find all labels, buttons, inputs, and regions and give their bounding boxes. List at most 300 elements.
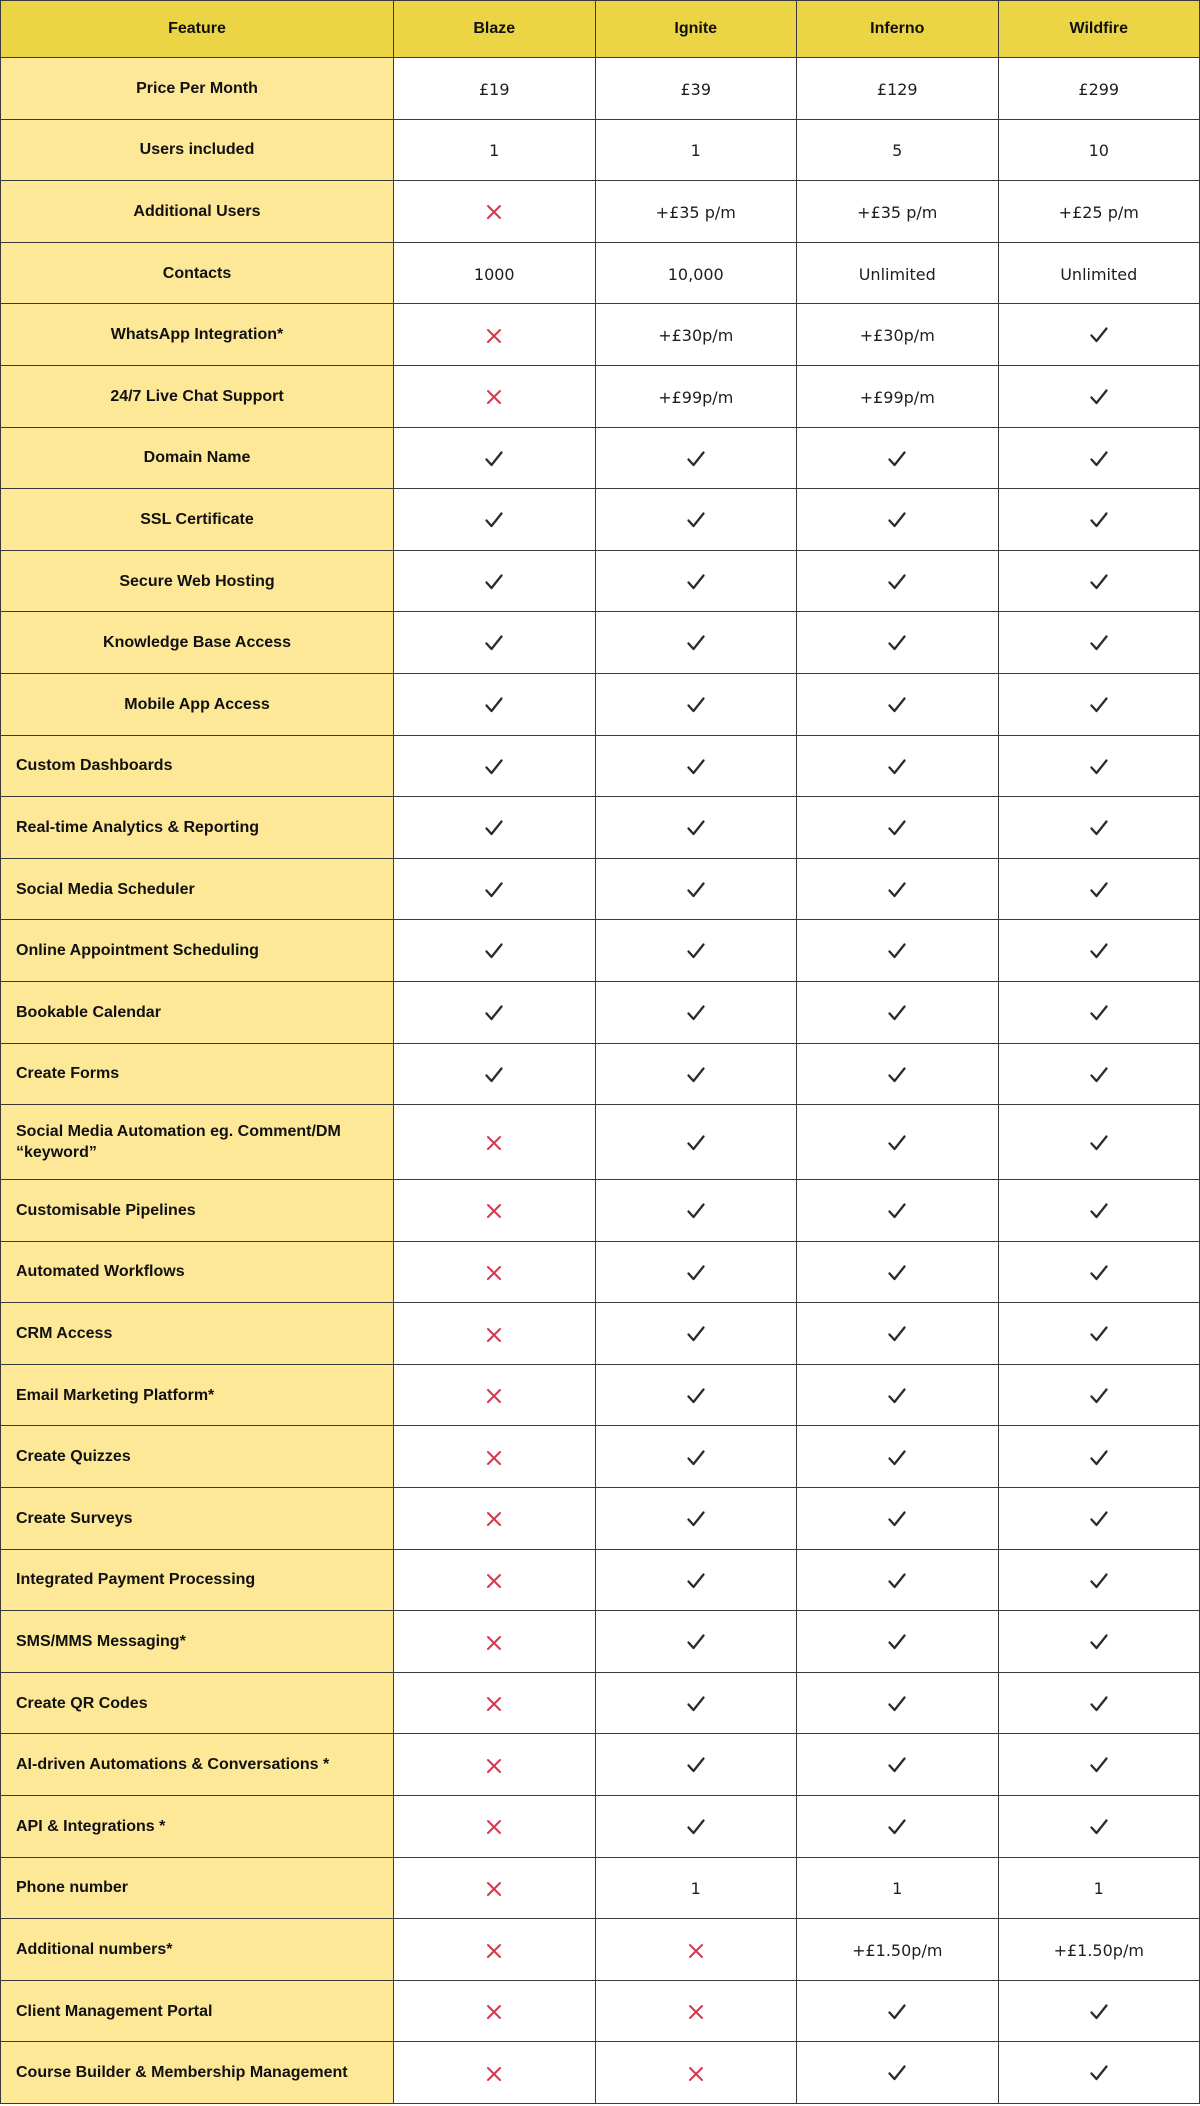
plan-cell-ignite — [595, 1364, 797, 1426]
checkmark-icon — [484, 696, 504, 714]
checkmark-icon — [484, 819, 504, 837]
feature-name: Email Marketing Platform* — [1, 1364, 394, 1426]
feature-name: Social Media Scheduler — [1, 858, 394, 920]
plan-value-ignite: +£99p/m — [595, 365, 797, 427]
table-row — [1, 981, 1200, 1043]
cross-icon — [486, 1265, 502, 1281]
plan-value-ignite: +£35 p/m — [595, 181, 797, 243]
checkmark-icon — [484, 511, 504, 529]
plan-value-wildfire: +£1.50p/m — [998, 1919, 1200, 1981]
plan-header-blaze: Blaze — [394, 1, 596, 58]
checkmark-icon — [484, 1004, 504, 1022]
checkmark-icon — [686, 1695, 706, 1713]
feature-name: Mobile App Access — [1, 673, 394, 735]
plan-cell-ignite — [595, 550, 797, 612]
plan-cell-inferno — [797, 612, 999, 674]
plan-cell-ignite — [595, 1611, 797, 1673]
checkmark-icon — [1089, 573, 1109, 591]
plan-cell-inferno — [797, 1303, 999, 1365]
feature-name: Client Management Portal — [1, 1980, 394, 2042]
feature-name: Automated Workflows — [1, 1241, 394, 1303]
table-row — [1, 1105, 1200, 1180]
table-row — [1, 797, 1200, 859]
plan-cell-wildfire — [998, 1672, 1200, 1734]
checkmark-icon — [1089, 1264, 1109, 1282]
plan-cell-blaze — [394, 1549, 596, 1611]
plan-cell-ignite — [595, 920, 797, 982]
checkmark-icon — [887, 942, 907, 960]
checkmark-icon — [1089, 450, 1109, 468]
checkmark-icon — [887, 1264, 907, 1282]
feature-name: Price Per Month — [1, 58, 394, 120]
checkmark-icon — [887, 1066, 907, 1084]
plan-cell-ignite — [595, 1980, 797, 2042]
checkmark-icon — [686, 1818, 706, 1836]
feature-name: Create Surveys — [1, 1488, 394, 1550]
checkmark-icon — [887, 1695, 907, 1713]
feature-name: 24/7 Live Chat Support — [1, 365, 394, 427]
checkmark-icon — [686, 819, 706, 837]
plan-cell-blaze — [394, 1919, 596, 1981]
checkmark-icon — [686, 573, 706, 591]
checkmark-icon — [1089, 388, 1109, 406]
table-row — [1, 920, 1200, 982]
plan-cell-ignite — [595, 1549, 797, 1611]
table-row — [1, 1672, 1200, 1734]
plan-cell-wildfire — [998, 1105, 1200, 1180]
plan-cell-ignite — [595, 1241, 797, 1303]
checkmark-icon — [887, 1449, 907, 1467]
feature-name: Custom Dashboards — [1, 735, 394, 797]
plan-cell-blaze — [394, 1043, 596, 1105]
plan-cell-inferno — [797, 1549, 999, 1611]
checkmark-icon — [686, 1325, 706, 1343]
table-row — [1, 1180, 1200, 1242]
plan-cell-wildfire — [998, 1180, 1200, 1242]
checkmark-icon — [887, 1818, 907, 1836]
plan-cell-inferno — [797, 673, 999, 735]
table-row — [1, 1488, 1200, 1550]
plan-cell-inferno — [797, 1105, 999, 1180]
feature-name: Knowledge Base Access — [1, 612, 394, 674]
checkmark-icon — [887, 1572, 907, 1590]
plan-cell-wildfire — [998, 1043, 1200, 1105]
checkmark-icon — [484, 634, 504, 652]
checkmark-icon — [686, 1449, 706, 1467]
cross-icon — [486, 1511, 502, 1527]
plan-value-inferno: +£99p/m — [797, 365, 999, 427]
plan-cell-inferno — [797, 735, 999, 797]
plan-cell-inferno — [797, 920, 999, 982]
table-row — [1, 735, 1200, 797]
plan-cell-wildfire — [998, 1549, 1200, 1611]
feature-name: SSL Certificate — [1, 489, 394, 551]
cross-icon — [486, 204, 502, 220]
checkmark-icon — [887, 696, 907, 714]
cross-icon — [486, 2066, 502, 2082]
plan-cell-ignite — [595, 1488, 797, 1550]
checkmark-icon — [686, 942, 706, 960]
plan-cell-ignite — [595, 673, 797, 735]
plan-cell-wildfire — [998, 1796, 1200, 1858]
checkmark-icon — [686, 1510, 706, 1528]
cross-icon — [486, 1388, 502, 1404]
plan-cell-blaze — [394, 1672, 596, 1734]
plan-cell-wildfire — [998, 550, 1200, 612]
plan-cell-wildfire — [998, 1241, 1200, 1303]
cross-icon — [486, 1327, 502, 1343]
checkmark-icon — [887, 1134, 907, 1152]
plan-cell-blaze — [394, 304, 596, 366]
table-row — [1, 1734, 1200, 1796]
feature-name: Course Builder & Membership Management — [1, 2042, 394, 2104]
plan-cell-inferno — [797, 2042, 999, 2104]
plan-value-ignite: 1 — [595, 1857, 797, 1919]
table-row — [1, 1980, 1200, 2042]
checkmark-icon — [1089, 696, 1109, 714]
checkmark-icon — [686, 1572, 706, 1590]
checkmark-icon — [887, 634, 907, 652]
table-row — [1, 1426, 1200, 1488]
plan-value-wildfire: £299 — [998, 58, 1200, 120]
table-row — [1, 1303, 1200, 1365]
plan-cell-blaze — [394, 612, 596, 674]
cross-icon — [486, 1135, 502, 1151]
checkmark-icon — [1089, 942, 1109, 960]
plan-value-inferno: 5 — [797, 119, 999, 181]
feature-name: Additional Users — [1, 181, 394, 243]
plan-cell-ignite — [595, 1303, 797, 1365]
feature-name: API & Integrations * — [1, 1796, 394, 1858]
feature-name: CRM Access — [1, 1303, 394, 1365]
checkmark-icon — [887, 819, 907, 837]
feature-name: Create Quizzes — [1, 1426, 394, 1488]
plan-cell-wildfire — [998, 427, 1200, 489]
checkmark-icon — [1089, 881, 1109, 899]
table-row — [1, 1241, 1200, 1303]
plan-cell-blaze — [394, 1241, 596, 1303]
table-row — [1, 242, 1200, 304]
checkmark-icon — [686, 634, 706, 652]
cross-icon — [688, 2066, 704, 2082]
table-row — [1, 1043, 1200, 1105]
plan-cell-wildfire — [998, 1611, 1200, 1673]
checkmark-icon — [887, 450, 907, 468]
checkmark-icon — [1089, 758, 1109, 776]
checkmark-icon — [686, 1756, 706, 1774]
plan-cell-inferno — [797, 1796, 999, 1858]
cross-icon — [486, 1819, 502, 1835]
checkmark-icon — [484, 881, 504, 899]
checkmark-icon — [686, 450, 706, 468]
plan-cell-wildfire — [998, 735, 1200, 797]
plan-cell-blaze — [394, 920, 596, 982]
plan-cell-wildfire — [998, 920, 1200, 982]
table-row — [1, 858, 1200, 920]
plan-cell-ignite — [595, 797, 797, 859]
plan-value-inferno: +£30p/m — [797, 304, 999, 366]
checkmark-icon — [1089, 1572, 1109, 1590]
plan-value-inferno: +£35 p/m — [797, 181, 999, 243]
cross-icon — [486, 389, 502, 405]
feature-name: SMS/MMS Messaging* — [1, 1611, 394, 1673]
checkmark-icon — [1089, 1387, 1109, 1405]
plan-cell-inferno — [797, 858, 999, 920]
plan-cell-inferno — [797, 550, 999, 612]
cross-icon — [486, 1573, 502, 1589]
checkmark-icon — [887, 881, 907, 899]
checkmark-icon — [887, 1510, 907, 1528]
plan-header-ignite: Ignite — [595, 1, 797, 58]
cross-icon — [486, 1758, 502, 1774]
checkmark-icon — [1089, 2064, 1109, 2082]
checkmark-icon — [1089, 1066, 1109, 1084]
plan-cell-wildfire — [998, 673, 1200, 735]
plan-cell-inferno — [797, 1488, 999, 1550]
plan-cell-wildfire — [998, 1488, 1200, 1550]
plan-cell-inferno — [797, 797, 999, 859]
plan-cell-ignite — [595, 1734, 797, 1796]
table-row — [1, 427, 1200, 489]
table-row — [1, 550, 1200, 612]
plan-cell-blaze — [394, 1105, 596, 1180]
checkmark-icon — [686, 1202, 706, 1220]
checkmark-icon — [887, 511, 907, 529]
checkmark-icon — [686, 1066, 706, 1084]
plan-header-wildfire: Wildfire — [998, 1, 1200, 58]
plan-cell-inferno — [797, 1241, 999, 1303]
cross-icon — [486, 328, 502, 344]
plan-cell-ignite — [595, 1672, 797, 1734]
cross-icon — [486, 2004, 502, 2020]
checkmark-icon — [887, 758, 907, 776]
feature-name: Real-time Analytics & Reporting — [1, 797, 394, 859]
plan-cell-ignite — [595, 1426, 797, 1488]
cross-icon — [486, 1450, 502, 1466]
plan-cell-blaze — [394, 1857, 596, 1919]
checkmark-icon — [887, 1756, 907, 1774]
plan-cell-inferno — [797, 1672, 999, 1734]
plan-cell-inferno — [797, 981, 999, 1043]
checkmark-icon — [1089, 1756, 1109, 1774]
plan-cell-ignite — [595, 858, 797, 920]
cross-icon — [486, 1203, 502, 1219]
feature-name: Online Appointment Scheduling — [1, 920, 394, 982]
plan-cell-inferno — [797, 1426, 999, 1488]
plan-cell-inferno — [797, 1364, 999, 1426]
checkmark-icon — [1089, 1134, 1109, 1152]
plan-value-ignite: 1 — [595, 119, 797, 181]
table-row — [1, 612, 1200, 674]
plan-cell-blaze — [394, 181, 596, 243]
plan-value-inferno: +£1.50p/m — [797, 1919, 999, 1981]
checkmark-icon — [484, 573, 504, 591]
plan-value-inferno: 1 — [797, 1857, 999, 1919]
plan-cell-ignite — [595, 612, 797, 674]
plan-value-wildfire: 10 — [998, 119, 1200, 181]
plan-cell-wildfire — [998, 2042, 1200, 2104]
plan-cell-wildfire — [998, 981, 1200, 1043]
plan-cell-wildfire — [998, 1980, 1200, 2042]
plan-cell-ignite — [595, 1919, 797, 1981]
plan-cell-blaze — [394, 1180, 596, 1242]
checkmark-icon — [887, 573, 907, 591]
feature-name: Integrated Payment Processing — [1, 1549, 394, 1611]
plan-cell-wildfire — [998, 797, 1200, 859]
checkmark-icon — [686, 1633, 706, 1651]
plan-cell-wildfire — [998, 858, 1200, 920]
checkmark-icon — [887, 1004, 907, 1022]
feature-column-header: Feature — [1, 1, 394, 58]
plan-cell-inferno — [797, 1180, 999, 1242]
checkmark-icon — [1089, 2003, 1109, 2021]
plan-cell-wildfire — [998, 1734, 1200, 1796]
table-row — [1, 365, 1200, 427]
checkmark-icon — [1089, 819, 1109, 837]
plan-cell-ignite — [595, 735, 797, 797]
checkmark-icon — [686, 696, 706, 714]
checkmark-icon — [887, 1633, 907, 1651]
plan-cell-blaze — [394, 1796, 596, 1858]
plan-cell-wildfire — [998, 489, 1200, 551]
feature-name: Users included — [1, 119, 394, 181]
plan-cell-blaze — [394, 1426, 596, 1488]
header-row — [1, 1, 1200, 58]
plan-cell-ignite — [595, 489, 797, 551]
checkmark-icon — [887, 2003, 907, 2021]
plan-value-wildfire: 1 — [998, 1857, 1200, 1919]
plan-value-blaze: £19 — [394, 58, 596, 120]
plan-cell-blaze — [394, 550, 596, 612]
plan-cell-blaze — [394, 1364, 596, 1426]
plan-cell-inferno — [797, 427, 999, 489]
plan-value-inferno: £129 — [797, 58, 999, 120]
plan-header-inferno: Inferno — [797, 1, 999, 58]
plan-cell-inferno — [797, 1734, 999, 1796]
plan-value-ignite: +£30p/m — [595, 304, 797, 366]
plan-cell-blaze — [394, 797, 596, 859]
checkmark-icon — [484, 450, 504, 468]
cross-icon — [486, 1635, 502, 1651]
feature-name: Secure Web Hosting — [1, 550, 394, 612]
table-row — [1, 1919, 1200, 1981]
table-body — [1, 58, 1200, 2104]
plan-cell-blaze — [394, 2042, 596, 2104]
table-row — [1, 304, 1200, 366]
plan-cell-blaze — [394, 858, 596, 920]
table-row — [1, 1796, 1200, 1858]
feature-name: Contacts — [1, 242, 394, 304]
feature-name: Phone number — [1, 1857, 394, 1919]
checkmark-icon — [1089, 326, 1109, 344]
table-row — [1, 58, 1200, 120]
plan-cell-wildfire — [998, 1303, 1200, 1365]
feature-name: WhatsApp Integration* — [1, 304, 394, 366]
plan-cell-inferno — [797, 1611, 999, 1673]
checkmark-icon — [887, 1202, 907, 1220]
checkmark-icon — [1089, 1325, 1109, 1343]
checkmark-icon — [887, 1387, 907, 1405]
table-row — [1, 1549, 1200, 1611]
checkmark-icon — [686, 1004, 706, 1022]
table-row — [1, 673, 1200, 735]
plan-cell-ignite — [595, 981, 797, 1043]
plan-value-blaze: 1 — [394, 119, 596, 181]
plan-cell-ignite — [595, 2042, 797, 2104]
plan-cell-ignite — [595, 1180, 797, 1242]
plan-cell-blaze — [394, 1611, 596, 1673]
table-row — [1, 1857, 1200, 1919]
plan-cell-wildfire — [998, 1426, 1200, 1488]
plan-cell-blaze — [394, 1980, 596, 2042]
feature-name: Create QR Codes — [1, 1672, 394, 1734]
table-row — [1, 489, 1200, 551]
checkmark-icon — [484, 1066, 504, 1084]
checkmark-icon — [686, 881, 706, 899]
cross-icon — [688, 1943, 704, 1959]
plan-cell-inferno — [797, 1043, 999, 1105]
checkmark-icon — [686, 511, 706, 529]
plan-cell-blaze — [394, 365, 596, 427]
plan-cell-blaze — [394, 427, 596, 489]
feature-name: Customisable Pipelines — [1, 1180, 394, 1242]
feature-name: Bookable Calendar — [1, 981, 394, 1043]
plan-cell-ignite — [595, 427, 797, 489]
plan-cell-wildfire — [998, 365, 1200, 427]
plan-cell-blaze — [394, 1734, 596, 1796]
checkmark-icon — [686, 1387, 706, 1405]
checkmark-icon — [484, 758, 504, 776]
checkmark-icon — [686, 1134, 706, 1152]
checkmark-icon — [1089, 1633, 1109, 1651]
cross-icon — [688, 2004, 704, 2020]
plan-value-ignite: £39 — [595, 58, 797, 120]
plan-cell-blaze — [394, 1303, 596, 1365]
plan-cell-ignite — [595, 1796, 797, 1858]
plan-value-ignite: 10,000 — [595, 242, 797, 304]
plan-cell-blaze — [394, 673, 596, 735]
cross-icon — [486, 1881, 502, 1897]
plan-value-wildfire: Unlimited — [998, 242, 1200, 304]
checkmark-icon — [1089, 634, 1109, 652]
cross-icon — [486, 1943, 502, 1959]
cross-icon — [486, 1696, 502, 1712]
feature-name: AI-driven Automations & Conversations * — [1, 1734, 394, 1796]
plan-cell-wildfire — [998, 612, 1200, 674]
checkmark-icon — [1089, 511, 1109, 529]
checkmark-icon — [686, 758, 706, 776]
table-row — [1, 181, 1200, 243]
feature-name: Domain Name — [1, 427, 394, 489]
plan-cell-blaze — [394, 735, 596, 797]
plan-cell-inferno — [797, 489, 999, 551]
plan-cell-blaze — [394, 1488, 596, 1550]
table-row — [1, 119, 1200, 181]
checkmark-icon — [887, 2064, 907, 2082]
table-row — [1, 2042, 1200, 2104]
feature-name: Additional numbers* — [1, 1919, 394, 1981]
plan-cell-wildfire — [998, 304, 1200, 366]
plan-cell-blaze — [394, 981, 596, 1043]
plan-cell-blaze — [394, 489, 596, 551]
checkmark-icon — [1089, 1818, 1109, 1836]
checkmark-icon — [1089, 1695, 1109, 1713]
checkmark-icon — [484, 942, 504, 960]
plan-value-inferno: Unlimited — [797, 242, 999, 304]
plan-value-wildfire: +£25 p/m — [998, 181, 1200, 243]
table-row — [1, 1611, 1200, 1673]
checkmark-icon — [887, 1325, 907, 1343]
